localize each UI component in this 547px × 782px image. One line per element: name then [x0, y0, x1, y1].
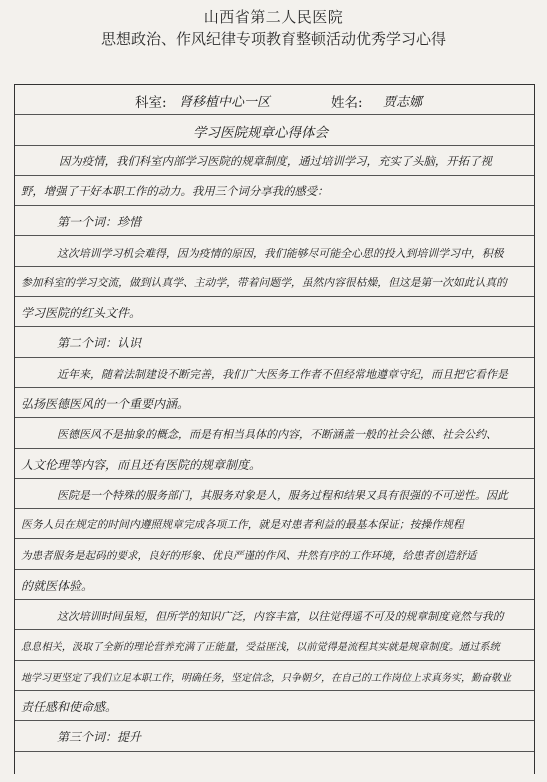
essay-line: 责任感和使命感。 — [15, 691, 534, 721]
essay-line: 医德医风不是抽象的概念，而是有相当具体的内容，不断涵盖一般的社会公德、社会公约、 — [15, 418, 534, 448]
essay-line-blank — [15, 752, 534, 782]
essay-line: 学习医院的红头文件。 — [15, 297, 534, 327]
document-subtitle: 思想政治、作风纪律专项教育整顿活动优秀学习心得 — [100, 30, 446, 48]
essay-line: 为患者服务是起码的要求，良好的形象、优良严谨的作风、井然有序的工作环境，给患者创造舒适 — [15, 540, 534, 570]
lined-form — [14, 84, 535, 774]
essay-line: 近年来，随着法制建设不断完善，我们广大医务工作者不但经常地遵章守纪，而且把它看作是 — [15, 358, 534, 388]
essay-title: 学习医院规章心得体会 — [193, 125, 328, 142]
form-info-row — [15, 85, 534, 115]
essay-line: 因为疫情，我们科室内部学习医院的规章制度，通过培训学习，充实了头脑，开拓了视 — [15, 146, 534, 176]
essay-line: 参加科室的学习交流，做到认真学、主动学，带着问题学，虽然内容很枯燥，但这是第一次如此认真的 — [15, 267, 534, 297]
dept-label: 科室: — [135, 95, 167, 111]
dept-value: 肾移植中心一区 — [179, 95, 271, 110]
essay-line: 第三个词：提升 — [15, 721, 534, 751]
essay-line: 这次培训时间虽短，但所学的知识广泛，内容丰富，以往觉得遥不可及的规章制度竟然与我的 — [15, 600, 534, 630]
essay-line: 人文伦理等内容，而且还有医院的规章制度。 — [15, 449, 534, 479]
essay-line: 第二个词：认识 — [15, 327, 534, 357]
essay-line: 弘扬医德医风的一个重要内涵。 — [15, 388, 534, 418]
essay-line: 地学习更坚定了我们立足本职工作，明确任务，坚定信念，只争朝夕，在自己的工作岗位上求真务实，勤奋敬业 — [15, 661, 534, 691]
essay-line: 息息相关，汲取了全新的理论营养充满了正能量，受益匪浅，以前觉得是流程其实就是规章制度。通过系统 — [15, 630, 534, 660]
essay-line: 的就医体验。 — [15, 570, 534, 600]
name-value: 贾志娜 — [383, 95, 423, 110]
essay-line: 医院是一个特殊的服务部门，其服务对象是人，服务过程和结果又具有很强的不可逆性。因此 — [15, 479, 534, 509]
essay-line: 这次培训学习机会难得，因为疫情的原因，我们能够尽可能全心思的投入到培训学习中，积极 — [15, 237, 534, 267]
hospital-name: 山西省第二人民医院 — [203, 8, 344, 26]
essay-line: 第一个词：珍惜 — [15, 206, 534, 236]
name-label: 姓名: — [331, 95, 363, 111]
essay-line: 野，增强了干好本职工作的动力。我用三个词分享我的感受： — [15, 176, 534, 206]
title-row — [15, 115, 534, 145]
document-header — [0, 6, 547, 50]
essay-line: 医务人员在规定的时间内遵照规章完成各项工作，就是对患者利益的最基本保证；按操作规程 — [15, 509, 534, 539]
